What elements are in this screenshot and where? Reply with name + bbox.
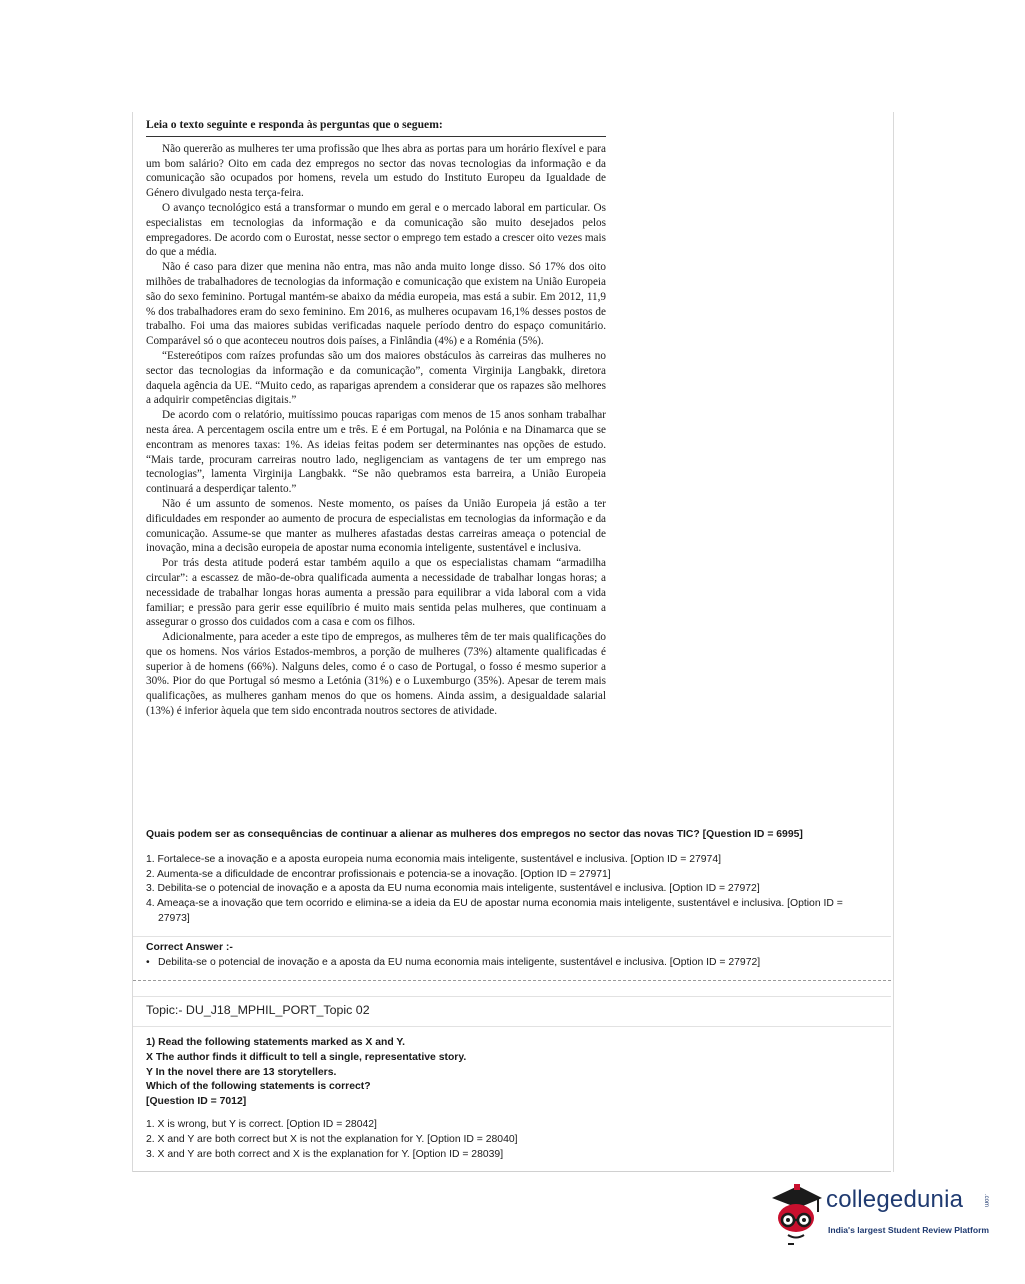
passage-paragraph: Não quererão as mulheres ter uma profissão que lhes abra as portas para um horário flexível e para um bom salário? Oito em cada dez empregos no sector das novas tecnologias da informação e da comunicação são ocupados por homens, revela um estudo do Instituto Europeu da Igualdade de Género divulgado nesta terça-feira. xyxy=(146,142,606,200)
question-1 xyxy=(146,828,866,927)
brand-suffix: .com xyxy=(983,1194,989,1208)
collegedunia-logo xyxy=(768,1180,993,1250)
brand-name: collegedunia xyxy=(826,1186,964,1213)
divider xyxy=(133,1171,891,1172)
option-item: 1. X is wrong, but Y is correct. [Option ID = 28042] xyxy=(146,1118,377,1130)
option-item: 1. Fortalece-se a inovação e a aposta europeia numa economia mais inteligente, sustentável e inclusiva. [Option ID = 27974] xyxy=(146,853,722,865)
question-2-line: 1) Read the following statements marked as X and Y. xyxy=(146,1037,406,1048)
option-item: 2. Aumenta-se a dificuldade de encontrar profissionais e potencia-se a inovação. [Option ID = 27971] xyxy=(146,868,611,880)
divider xyxy=(133,996,891,997)
question-2-line: Y In the novel there are 13 storytellers. xyxy=(146,1066,337,1078)
passage-paragraph: Adicionalmente, para aceder a este tipo de empregos, as mulheres têm de ter mais qualificações do que os homens. Nos vários Estados-membros, a porção de mulheres (73%) altamente qualificadas é superior à de homens (66%). Nalguns deles, como é o caso de Portugal, o fosso é mesmo superior a 30%. Pior do que Portugal só mesmo a Letónia (31%) e o Luxemburgo (35%). Apesar de terem mais qualificações, as mulheres ganham menos do que os homens. Ainda assim, a desigualdade salarial (13%) é inferior àquela que tem sido encontrada noutros sectores de atividade. xyxy=(146,631,606,718)
passage-paragraph: “Estereótipos com raízes profundas são um dos maiores obstáculos às carreiras das mulheres no sector das tecnologias da informação e da comunicação”, comenta Virginija Langbakk, diretora daquela agência da UE. “Muito cedo, as raparigas aprendem a considerar que os rapazes são melhores a adquirir competências digitais.” xyxy=(146,349,606,407)
topic-title: Topic:- DU_J18_MPHIL_PORT_Topic 02 xyxy=(146,1003,370,1017)
passage-paragraph: O avanço tecnológico está a transformar o mundo em geral e o mercado laboral em particular. Os especialistas em tecnologias da informação e da comunicação são muito desejados pelos empregadores. De acordo com o Eurostat, nesse sector o emprego tem estado a crescer oito vezes mais do que a média. xyxy=(146,201,606,259)
mascot-icon xyxy=(768,1180,824,1250)
option-item: 3. Debilita-se o potencial de inovação e a aposta da EU numa economia mais inteligente, sustentável e inclusiva. [Option ID = 27972] xyxy=(146,883,760,895)
brand-tagline: India's largest Student Review Platform xyxy=(828,1225,990,1235)
option-item: 4. Ameaça-se a inovação que tem ocorrido e elimina-se a ideia da EU de apostar numa economia mais inteligente, sustentável e inclusiva. [Option ID = 27973] xyxy=(146,898,843,924)
passage-paragraph: Não é caso para dizer que menina não entra, mas não anda muito longe disso. Só 17% dos oito milhões de trabalhadores de tecnologias da informação e comunicação que existem na União Europeia são do sexo feminino. Portugal mantém-se abaixo da média europeia, mas está a subir. Em 2012, 11,9 % dos trabalhadores eram do sexo feminino. Em 2016, as mulheres ocupavam 16,1% desses postos de trabalho. Foi uma das maiores subidas verificadas naquele período dentro do espaço comunitário. Comparável só o que aconteceu noutros dois países, a Finlândia (4%) e a Roménia (5%). xyxy=(146,261,606,348)
passage-paragraph: Não é um assunto de somenos. Neste momento, os países da União Europeia já estão a ter dificuldades em responder ao aumento de procura de especialistas em tecnologias da informação e da comunicação. Assume-se que manter as mulheres afastadas destas carreiras ameaça o potencial de inovação, mina a decisão europeia de apostar numa economia inteligente, sustentável e inclusiva. xyxy=(146,497,606,555)
correct-answer-block xyxy=(146,941,866,971)
option-item: 2. X and Y are both correct but X is not the explanation for Y. [Option ID = 28040] xyxy=(146,1133,518,1145)
divider xyxy=(133,936,891,937)
passage-paragraph: De acordo com o relatório, muitíssimo poucas raparigas com menos de 15 anos sonham trabalhar nesta área. A percentagem oscila entre um e três. E é em Portugal, na Polónia e na Dinamarca que se encontram as menores taxas: 1%. As ideias feitas podem ser determinantes nas opções de estudo. “Mais tarde, procuram carreiras noutro lado, negligenciam as vantagens de ter um emprego nas tecnologias”, lamenta Virginija Langbakk. “Se não quebramos esta barreira, a União Europeia continuará a desperdiçar talento.” xyxy=(146,409,606,496)
question-2 xyxy=(146,1036,866,1162)
passage-paragraph: Por trás desta atitude poderá estar também aquilo a que os especialistas chamam “armadilha circular”: a escassez de mão-de-obra qualificada aumenta a necessidade de trabalhar longas horas; a necessidade de trabalhar longas horas aumenta a pressão para equilibrar a vida laboral com a vida familiar; e pressão para gerir esse equilíbrio é muito mais sentida pelas mulheres, que continuam a assegurar o grosso dos cuidados com a casa e com os filhos. xyxy=(146,557,606,629)
question-2-line: Which of the following statements is correct? xyxy=(146,1081,371,1093)
question-2-line: X The author finds it difficult to tell a single, representative story. xyxy=(146,1051,467,1063)
question-1-text: Quais podem ser as consequências de continuar a alienar as mulheres dos empregos no sector das novas TIC? [Question ID = 6995] xyxy=(146,829,803,840)
passage-heading: Leia o texto seguinte e responda às perguntas que o seguem: xyxy=(146,118,606,137)
option-item: 3. X and Y are both correct and X is the explanation for Y. [Option ID = 28039] xyxy=(146,1148,504,1160)
dashed-divider xyxy=(133,980,891,981)
correct-answer-label: Correct Answer :- xyxy=(146,942,233,953)
bullet-icon: • xyxy=(146,956,150,968)
correct-answer-text: Debilita-se o potencial de inovação e a aposta da EU numa economia mais inteligente, sustentável e inclusiva. [Option ID = 27972] xyxy=(158,956,761,968)
divider xyxy=(133,1026,891,1027)
question-2-line: [Question ID = 7012] xyxy=(146,1096,247,1108)
reading-passage xyxy=(146,118,606,719)
